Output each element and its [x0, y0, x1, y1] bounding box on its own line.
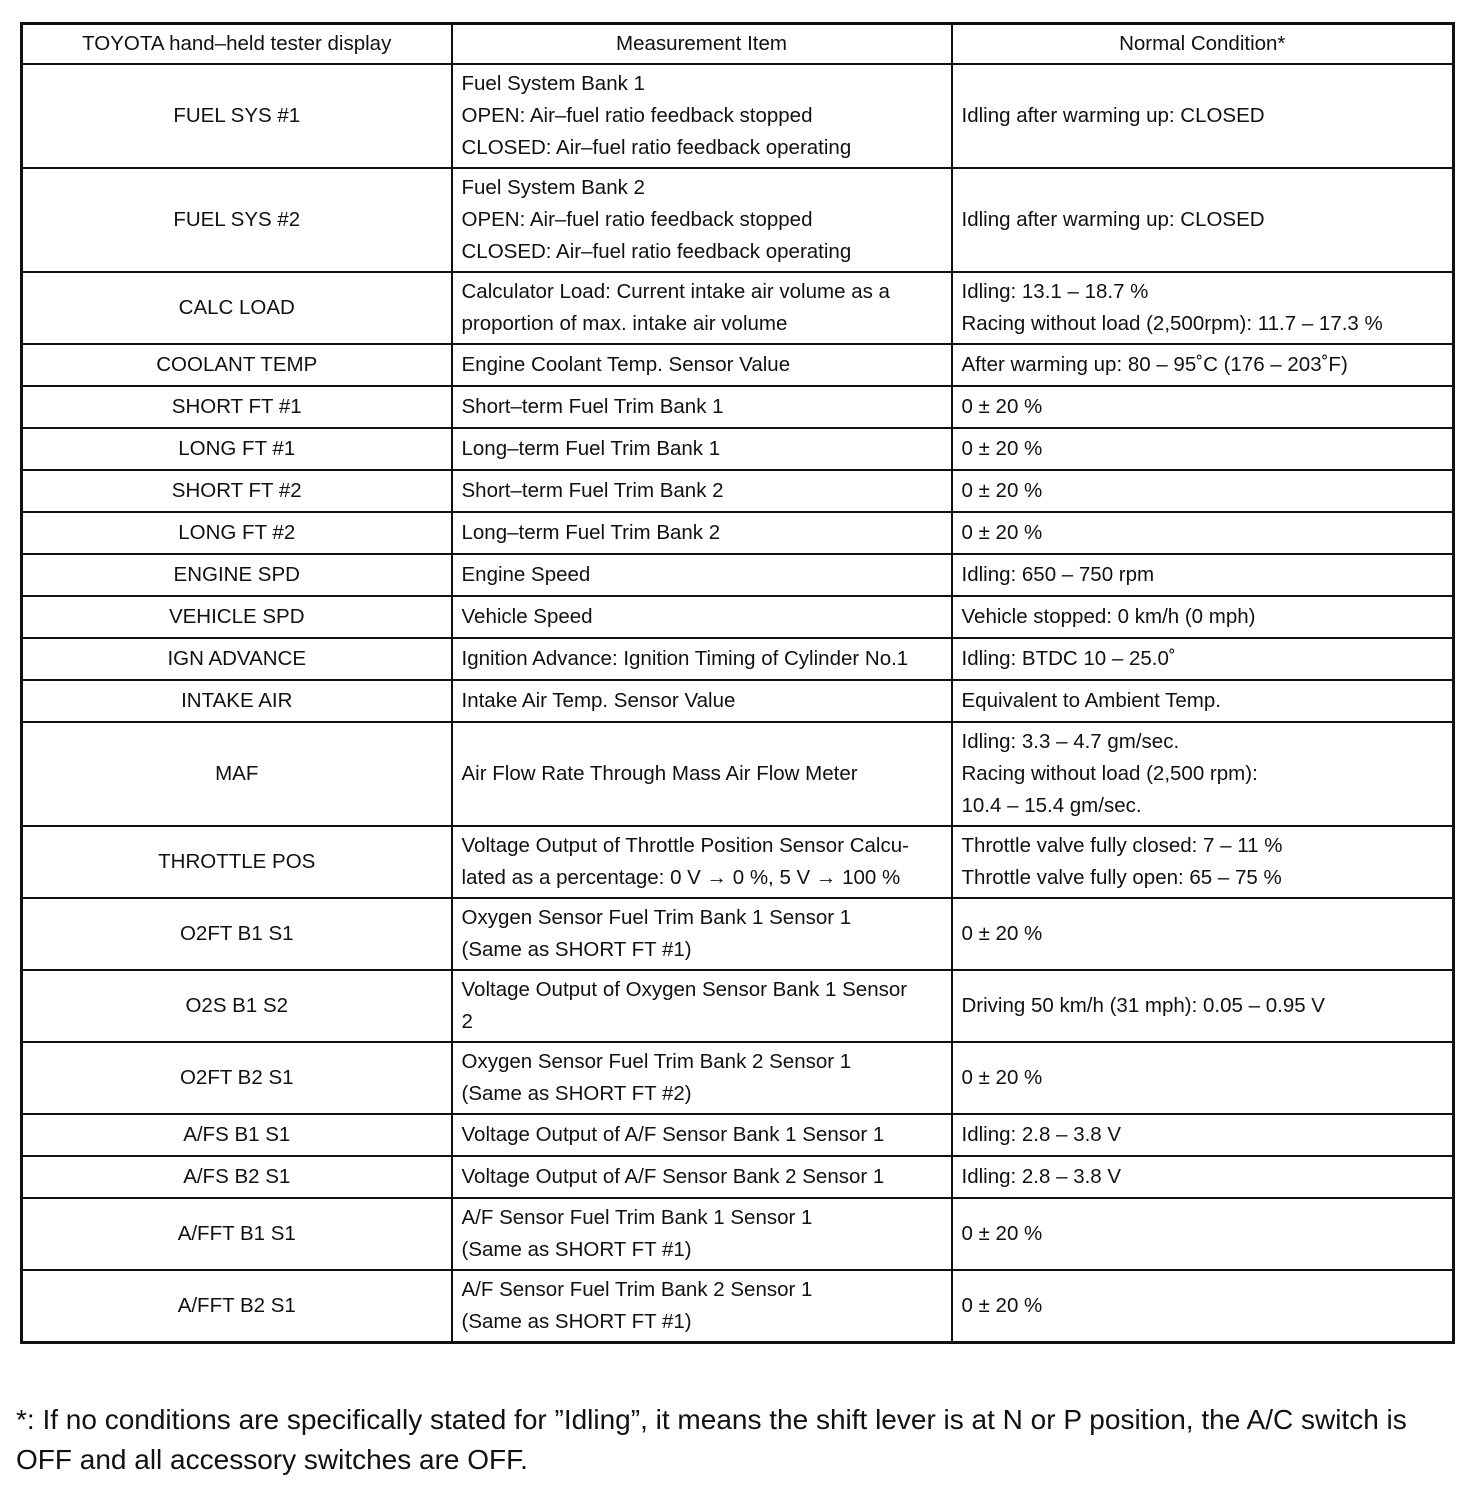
cell-measurement-item: [452, 1042, 952, 1114]
normal-condition-line: Idling after warming up: CLOSED: [961, 208, 1265, 231]
cell-normal-condition: [952, 168, 1454, 272]
cell-normal-condition: [952, 1198, 1454, 1270]
table-row: [22, 1042, 1454, 1114]
table-row: [22, 64, 1454, 168]
cell-tester-display: A/FFT B1 S1: [22, 1198, 452, 1270]
table-row: [22, 898, 1454, 970]
measurement-item-line: Vehicle Speed: [461, 605, 593, 628]
footnote: *: If no conditions are specifically stated for ”Idling”, it means the shift lever is at N or P position, the A/C switch is OFF and all accessory switches are OFF.: [16, 1404, 1407, 1475]
table-row: [22, 470, 1454, 512]
measurement-item-line: (Same as SHORT FT #1): [461, 938, 692, 961]
measurement-item-line: Oxygen Sensor Fuel Trim Bank 2 Sensor 1: [461, 1050, 852, 1073]
table-body: [22, 64, 1454, 1342]
measurement-item-line: Voltage Output of Throttle Position Sensor Calcu-: [461, 834, 909, 857]
header-tester-display: TOYOTA hand–held tester display: [22, 24, 452, 65]
cell-normal-condition: [952, 428, 1454, 470]
cell-measurement-item: [452, 554, 952, 596]
cell-measurement-item: [452, 1270, 952, 1342]
cell-normal-condition: [952, 1114, 1454, 1156]
measurement-item-line: (Same as SHORT FT #2): [461, 1082, 692, 1105]
cell-tester-display: O2FT B1 S1: [22, 898, 452, 970]
table-row: [22, 596, 1454, 638]
measurement-item-line: proportion of max. intake air volume: [461, 312, 788, 335]
measurement-item-line: lated as a percentage: 0 V → 0 %, 5 V → 100 %: [461, 866, 901, 889]
table-row: [22, 512, 1454, 554]
normal-condition-line: 0 ± 20 %: [961, 437, 1043, 460]
measurement-item-line: Ignition Advance: Ignition Timing of Cylinder No.1: [461, 647, 909, 670]
measurement-item-line: Intake Air Temp. Sensor Value: [461, 689, 736, 712]
table-row: [22, 1114, 1454, 1156]
cell-normal-condition: [952, 512, 1454, 554]
normal-condition-line: 0 ± 20 %: [961, 395, 1043, 418]
measurement-item-line: Short–term Fuel Trim Bank 2: [461, 479, 724, 502]
measurement-item-line: Engine Coolant Temp. Sensor Value: [461, 353, 791, 376]
cell-tester-display: MAF: [22, 722, 452, 826]
cell-tester-display: O2FT B2 S1: [22, 1042, 452, 1114]
cell-measurement-item: [452, 64, 952, 168]
cell-measurement-item: [452, 1156, 952, 1198]
normal-condition-line: 10.4 – 15.4 gm/sec.: [961, 794, 1142, 817]
normal-condition-line: Idling: BTDC 10 – 25.0˚: [961, 647, 1176, 670]
measurement-item-line: A/F Sensor Fuel Trim Bank 1 Sensor 1: [461, 1206, 813, 1229]
cell-measurement-item: [452, 596, 952, 638]
cell-tester-display: A/FS B2 S1: [22, 1156, 452, 1198]
measurement-item-line: Air Flow Rate Through Mass Air Flow Meter: [461, 762, 858, 785]
measurement-item-line: Calculator Load: Current intake air volume as a: [461, 280, 890, 303]
cell-normal-condition: [952, 680, 1454, 722]
cell-tester-display: IGN ADVANCE: [22, 638, 452, 680]
header-row: [22, 24, 1454, 65]
measurement-item-line: Voltage Output of Oxygen Sensor Bank 1 Sensor: [461, 978, 908, 1001]
measurement-item-line: Oxygen Sensor Fuel Trim Bank 1 Sensor 1: [461, 906, 852, 929]
cell-measurement-item: [452, 272, 952, 344]
cell-normal-condition: [952, 344, 1454, 386]
measurement-item-line: Engine Speed: [461, 563, 591, 586]
measurement-item-line: Short–term Fuel Trim Bank 1: [461, 395, 724, 418]
normal-condition-line: Throttle valve fully open: 65 – 75 %: [961, 866, 1282, 889]
cell-tester-display: LONG FT #2: [22, 512, 452, 554]
table-row: [22, 272, 1454, 344]
table-row: [22, 386, 1454, 428]
normal-condition-line: Idling: 2.8 – 3.8 V: [961, 1123, 1122, 1146]
normal-condition-line: Idling: 13.1 – 18.7 %: [961, 280, 1149, 303]
cell-normal-condition: [952, 722, 1454, 826]
cell-measurement-item: [452, 344, 952, 386]
cell-normal-condition: [952, 1270, 1454, 1342]
cell-measurement-item: [452, 428, 952, 470]
normal-condition-line: Equivalent to Ambient Temp.: [961, 689, 1221, 712]
cell-measurement-item: [452, 898, 952, 970]
normal-condition-line: Racing without load (2,500rpm): 11.7 – 17.3 %: [961, 312, 1383, 335]
normal-condition-line: Idling: 2.8 – 3.8 V: [961, 1165, 1122, 1188]
cell-normal-condition: [952, 898, 1454, 970]
table-row: [22, 970, 1454, 1042]
normal-condition-line: 0 ± 20 %: [961, 1222, 1043, 1245]
cell-tester-display: FUEL SYS #1: [22, 64, 452, 168]
cell-measurement-item: [452, 680, 952, 722]
cell-measurement-item: [452, 1114, 952, 1156]
cell-tester-display: VEHICLE SPD: [22, 596, 452, 638]
cell-normal-condition: [952, 1042, 1454, 1114]
cell-measurement-item: [452, 1198, 952, 1270]
cell-tester-display: INTAKE AIR: [22, 680, 452, 722]
measurement-item-line: Voltage Output of A/F Sensor Bank 2 Sensor 1: [461, 1165, 885, 1188]
measurement-item-line: (Same as SHORT FT #1): [461, 1238, 692, 1261]
cell-tester-display: A/FS B1 S1: [22, 1114, 452, 1156]
cell-normal-condition: [952, 970, 1454, 1042]
normal-condition-line: Throttle valve fully closed: 7 – 11 %: [961, 834, 1283, 857]
cell-measurement-item: [452, 470, 952, 512]
cell-tester-display: CALC LOAD: [22, 272, 452, 344]
normal-condition-line: 0 ± 20 %: [961, 479, 1043, 502]
cell-tester-display: THROTTLE POS: [22, 826, 452, 898]
cell-measurement-item: [452, 386, 952, 428]
cell-normal-condition: [952, 64, 1454, 168]
table-row: [22, 168, 1454, 272]
table-row: [22, 554, 1454, 596]
cell-normal-condition: [952, 826, 1454, 898]
table-row: [22, 1156, 1454, 1198]
cell-tester-display: LONG FT #1: [22, 428, 452, 470]
cell-tester-display: O2S B1 S2: [22, 970, 452, 1042]
normal-condition-line: Idling after warming up: CLOSED: [961, 104, 1265, 127]
table-row: [22, 826, 1454, 898]
normal-condition-line: Idling: 650 – 750 rpm: [961, 563, 1155, 586]
cell-tester-display: FUEL SYS #2: [22, 168, 452, 272]
measurement-item-line: Long–term Fuel Trim Bank 1: [461, 437, 721, 460]
table-row: [22, 680, 1454, 722]
normal-condition-line: Driving 50 km/h (31 mph): 0.05 – 0.95 V: [961, 994, 1325, 1017]
cell-normal-condition: [952, 596, 1454, 638]
cell-measurement-item: [452, 512, 952, 554]
measurement-item-line: OPEN: Air–fuel ratio feedback stopped: [461, 208, 813, 231]
cell-measurement-item: [452, 970, 952, 1042]
cell-measurement-item: [452, 168, 952, 272]
measurement-item-line: (Same as SHORT FT #1): [461, 1309, 692, 1333]
cell-tester-display: ENGINE SPD: [22, 554, 452, 596]
measurement-item-line: Fuel System Bank 2: [461, 176, 645, 199]
header-normal-condition: Normal Condition*: [952, 24, 1454, 65]
header-measurement-item: Measurement Item: [452, 24, 952, 65]
normal-condition-line: 0 ± 20 %: [961, 922, 1043, 945]
measurement-item-line: Voltage Output of A/F Sensor Bank 1 Sensor 1: [461, 1123, 885, 1146]
cell-normal-condition: [952, 1156, 1454, 1198]
measurement-item-line: CLOSED: Air–fuel ratio feedback operating: [461, 240, 852, 263]
normal-condition-line: 0 ± 20 %: [961, 521, 1043, 544]
table-row: [22, 638, 1454, 680]
measurement-item-line: Long–term Fuel Trim Bank 2: [461, 521, 721, 544]
table-row: [22, 1270, 1454, 1342]
cell-tester-display: COOLANT TEMP: [22, 344, 452, 386]
normal-condition-line: Idling: 3.3 – 4.7 gm/sec.: [961, 730, 1180, 753]
measurement-item-line: 2: [461, 1010, 473, 1033]
cell-normal-condition: [952, 554, 1454, 596]
cell-tester-display: SHORT FT #1: [22, 386, 452, 428]
normal-condition-line: After warming up: 80 – 95˚C (176 – 203˚F): [961, 353, 1348, 376]
cell-measurement-item: [452, 638, 952, 680]
measurement-item-line: Fuel System Bank 1: [461, 72, 645, 95]
normal-condition-line: 0 ± 20 %: [961, 1293, 1043, 1317]
cell-tester-display: SHORT FT #2: [22, 470, 452, 512]
normal-condition-line: Vehicle stopped: 0 km/h (0 mph): [961, 605, 1256, 628]
table-row: [22, 722, 1454, 826]
cell-normal-condition: [952, 386, 1454, 428]
measurement-item-line: A/F Sensor Fuel Trim Bank 2 Sensor 1: [461, 1277, 813, 1301]
cell-measurement-item: [452, 722, 952, 826]
table-row: [22, 1198, 1454, 1270]
normal-condition-line: Racing without load (2,500 rpm):: [961, 762, 1258, 785]
normal-condition-line: 0 ± 20 %: [961, 1066, 1043, 1089]
cell-normal-condition: [952, 638, 1454, 680]
cell-measurement-item: [452, 826, 952, 898]
measurement-item-line: CLOSED: Air–fuel ratio feedback operating: [461, 136, 852, 159]
measurement-item-line: OPEN: Air–fuel ratio feedback stopped: [461, 104, 813, 127]
cell-tester-display: A/FFT B2 S1: [22, 1270, 452, 1342]
cell-normal-condition: [952, 470, 1454, 512]
cell-normal-condition: [952, 272, 1454, 344]
data-list-table: [20, 22, 1455, 1344]
table-row: [22, 344, 1454, 386]
table-row: [22, 428, 1454, 470]
